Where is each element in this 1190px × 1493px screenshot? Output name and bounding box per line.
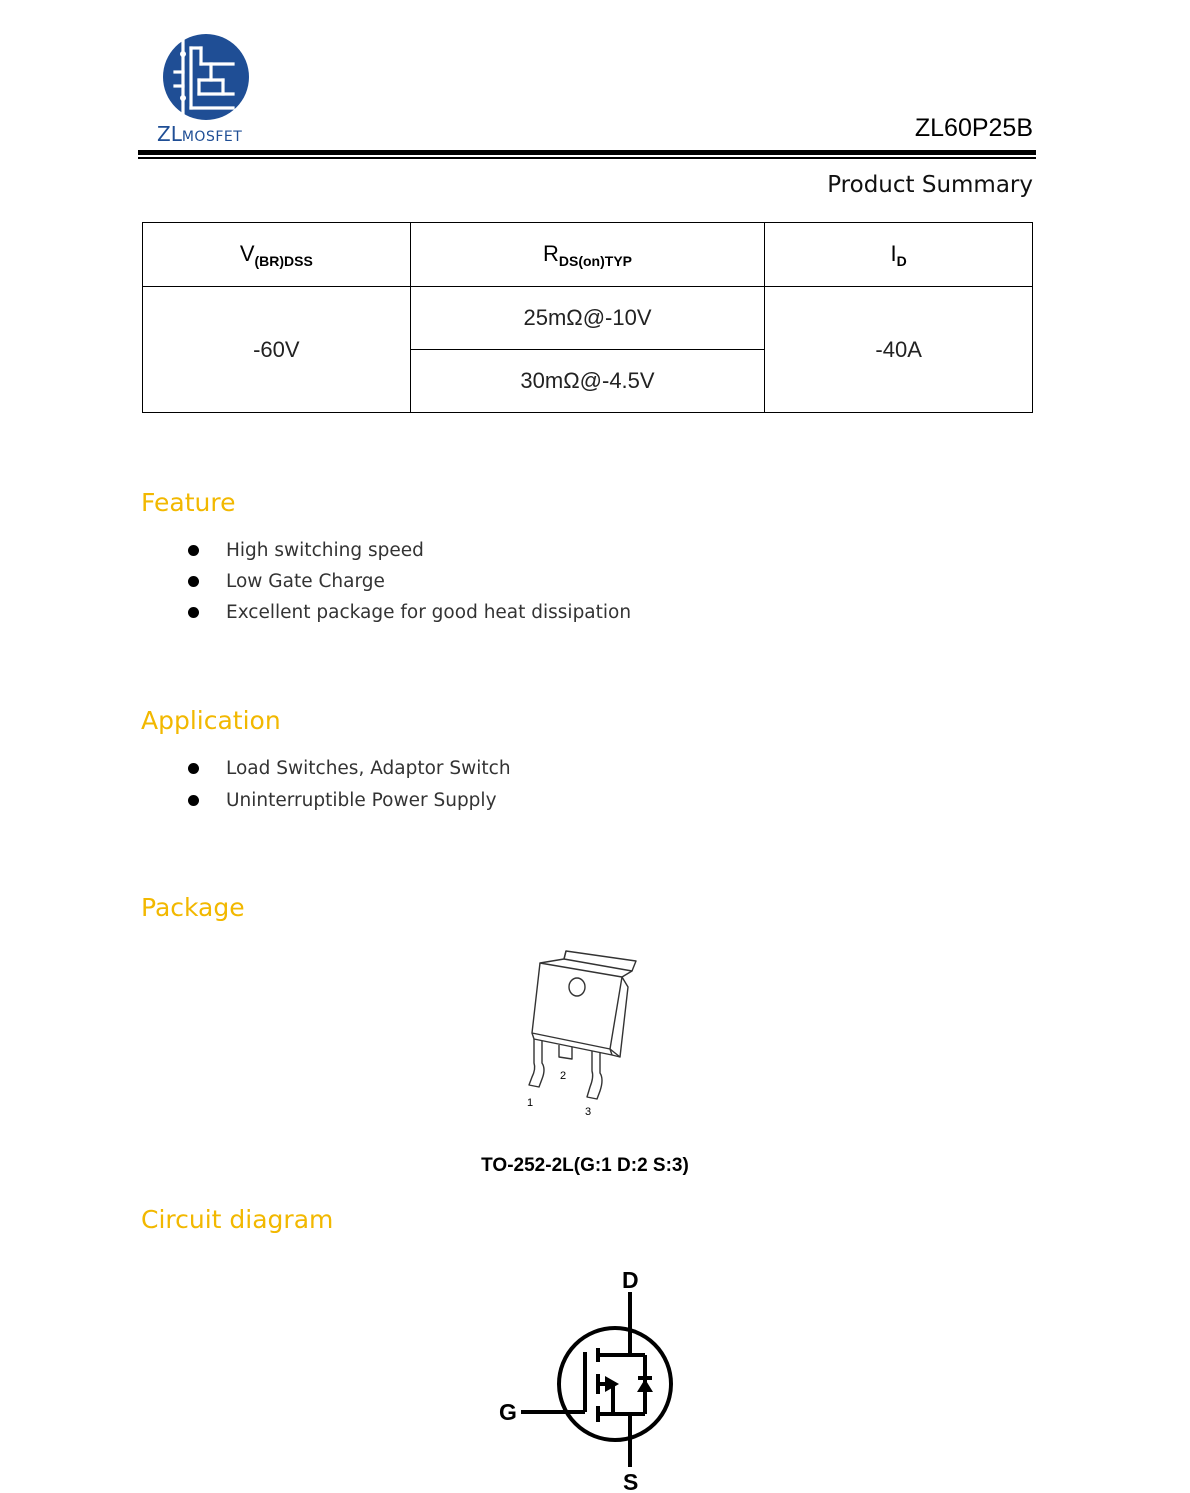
list-item — [186, 753, 511, 785]
pin-label-1: 1 — [527, 1097, 534, 1109]
summary-title: Product Summary — [827, 172, 1033, 198]
bullet-icon — [188, 763, 199, 774]
drain-label: D — [622, 1267, 639, 1293]
cell-rdson-10v: 25mΩ@-10V — [410, 287, 765, 350]
logo-wordmark — [157, 122, 242, 146]
package-caption: TO-252-2L(G:1 D:2 S:3) — [481, 1155, 689, 1176]
application-list — [186, 753, 511, 817]
header-vbrdss-main: V — [239, 240, 255, 266]
header-vbrdss-sub: (BR)DSS — [254, 252, 313, 269]
header-rdson-main: R — [543, 240, 559, 266]
circuit-heading: Circuit diagram — [141, 1205, 334, 1234]
header-rdson-sub: DS(on)TYP — [558, 252, 632, 269]
cell-rdson-4v5: 30mΩ@-4.5V — [410, 350, 765, 413]
pin-label-3: 3 — [585, 1106, 592, 1118]
bullet-icon — [188, 795, 199, 806]
cell-id: -40A — [765, 287, 1033, 413]
application-item-text: Load Switches, Adaptor Switch — [226, 758, 511, 779]
list-item — [186, 535, 631, 566]
header-id — [765, 223, 1033, 287]
application-item-text: Uninterruptible Power Supply — [226, 790, 497, 811]
list-item — [186, 597, 631, 628]
gate-label: G — [499, 1399, 517, 1425]
header-rule-thick — [138, 150, 1036, 155]
pin-label-2: 2 — [560, 1070, 567, 1082]
source-label: S — [623, 1469, 639, 1493]
bullet-icon — [188, 545, 199, 556]
header-vbrdss — [143, 223, 411, 287]
header-id-main: I — [890, 240, 897, 266]
feature-heading: Feature — [141, 488, 236, 517]
header-rdson — [410, 223, 765, 287]
feature-item-text: Low Gate Charge — [226, 571, 385, 592]
feature-item-text: High switching speed — [226, 540, 424, 561]
to252-package-icon — [512, 945, 652, 1120]
logo-text-sub: MOSFET — [181, 129, 243, 145]
list-item — [186, 566, 631, 597]
package-heading: Package — [141, 893, 245, 922]
application-heading: Application — [141, 706, 281, 735]
bullet-icon — [188, 607, 199, 618]
list-item — [186, 785, 511, 817]
header-id-sub: D — [896, 252, 907, 269]
pmos-circuit-symbol-icon — [495, 1262, 685, 1493]
header-rule-thin — [138, 157, 1036, 159]
cell-vbrdss: -60V — [143, 287, 411, 413]
bullet-icon — [188, 576, 199, 587]
company-logo — [155, 34, 265, 150]
feature-list — [186, 535, 631, 628]
feature-item-text: Excellent package for good heat dissipation — [226, 602, 632, 623]
table-row — [143, 287, 1033, 350]
table-header-row — [143, 223, 1033, 287]
product-summary-table — [142, 222, 1033, 413]
logo-text-main: ZL — [157, 122, 182, 146]
part-number: ZL60P25B — [914, 114, 1033, 142]
logo-mark-icon — [161, 34, 251, 124]
